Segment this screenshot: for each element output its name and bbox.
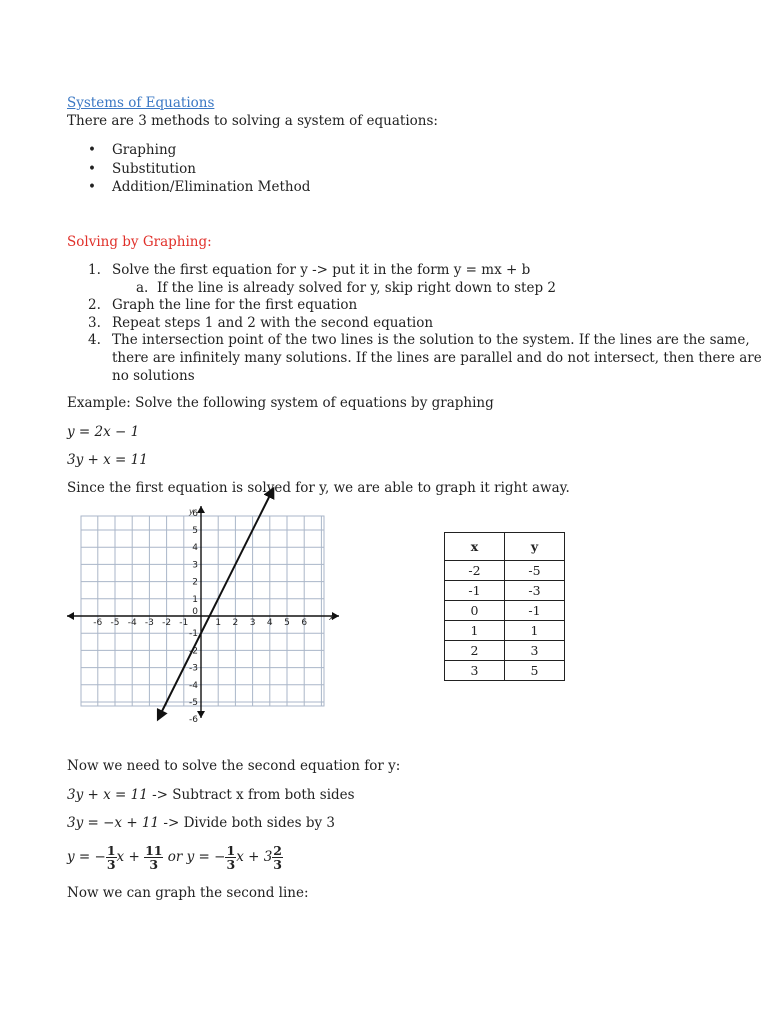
x-tick-label: 1 bbox=[215, 618, 222, 628]
x-tick-label: -6 bbox=[93, 618, 103, 628]
origin-label: 0 bbox=[192, 607, 198, 617]
x-tick-label: 5 bbox=[284, 618, 290, 628]
example-text: Example: Solve the following system of equations by graphing bbox=[67, 395, 494, 411]
table-row: -1 -3 bbox=[445, 581, 565, 601]
step-text: Repeat steps 1 and 2 with the second equation bbox=[112, 315, 434, 331]
y-tick-label: -4 bbox=[189, 680, 198, 691]
step-number: 3. bbox=[88, 315, 101, 331]
page-title[interactable]: Systems of Equations bbox=[67, 95, 215, 111]
table-header-y: y bbox=[505, 533, 565, 561]
grid-border bbox=[81, 516, 324, 706]
step-number: 4. bbox=[88, 332, 101, 348]
y-tick-label: 1 bbox=[192, 594, 198, 605]
list-item: • Graphing bbox=[88, 141, 310, 160]
y-axis-arrow-up bbox=[197, 506, 205, 513]
x-tick-label: 6 bbox=[301, 618, 308, 628]
solve-step-1-equation: 3y + x = 11 bbox=[67, 787, 148, 803]
step-number: 1. bbox=[88, 262, 101, 278]
table-row: 2 3 bbox=[445, 641, 565, 661]
section-title: Solving by Graphing: bbox=[67, 234, 212, 250]
xy-table bbox=[444, 532, 565, 681]
solve-step-1-note: -> Subtract x from both sides bbox=[147, 787, 355, 803]
coordinate-graph bbox=[64, 506, 344, 726]
step-text: The intersection point of the two lines is the solution to the system. If the lines are the same, bbox=[112, 332, 750, 348]
solve-step-1 bbox=[67, 787, 355, 803]
table-row: 0 -1 bbox=[445, 601, 565, 621]
step-text: no solutions bbox=[112, 368, 195, 384]
final-equation: y = − $\frac{1}{3}$ x + $\frac{11}{3}$ or y = − $\frac{1}{3}$ x + 3 $\frac{2}{3}$ bbox=[67, 843, 282, 872]
table-row: 3 5 bbox=[445, 661, 565, 681]
x-tick-label: 2 bbox=[232, 618, 239, 628]
y-tick-label: 5 bbox=[192, 526, 198, 536]
x-tick-label: -3 bbox=[144, 618, 154, 628]
fraction: $\frac{2}{3}$ bbox=[273, 843, 282, 872]
step-text: Graph the line for the first equation bbox=[112, 297, 358, 313]
table-row: 1 1 bbox=[445, 621, 565, 641]
step-text: If the line is already solved for y, skip right down to step 2 bbox=[157, 280, 556, 296]
solve-step-2-equation: 3y = −x + 11 bbox=[67, 815, 160, 831]
since-text: Since the first equation is solved for y, we are able to graph it right away. bbox=[67, 480, 570, 496]
y-tick-label: -1 bbox=[189, 629, 198, 640]
x-axis-arrow-left bbox=[67, 612, 74, 620]
equation-2: 3y + x = 11 bbox=[67, 452, 148, 468]
y-tick-label: -5 bbox=[189, 698, 198, 708]
fraction: $\frac{11}{3}$ bbox=[145, 843, 163, 872]
table-header-x: x bbox=[445, 533, 505, 561]
y-axis-arrow-down bbox=[197, 711, 205, 718]
fraction: $\frac{1}{3}$ bbox=[106, 843, 116, 872]
y-tick-label: 4 bbox=[192, 543, 198, 554]
x-tick-label: -1 bbox=[179, 618, 189, 628]
fraction: $\frac{1}{3}$ bbox=[226, 843, 236, 872]
y-tick-label: -3 bbox=[189, 663, 198, 674]
y-tick-label: -6 bbox=[189, 715, 198, 726]
y-tick-label: 6 bbox=[192, 508, 198, 519]
solve-intro: Now we need to solve the second equation for y: bbox=[67, 758, 401, 774]
closing-text: Now we can graph the second line: bbox=[67, 885, 309, 901]
x-tick-label: -5 bbox=[110, 618, 120, 628]
table-row: -2 -5 bbox=[445, 561, 565, 581]
x-tick-label: -2 bbox=[162, 618, 172, 628]
list-item: • Addition/Elimination Method bbox=[88, 178, 310, 197]
x-tick-label: -4 bbox=[127, 618, 137, 628]
y-tick-label: 2 bbox=[192, 577, 198, 588]
x-tick-label: 3 bbox=[249, 618, 256, 628]
solve-step-2 bbox=[67, 815, 335, 831]
step-number: a. bbox=[136, 280, 149, 296]
step-text: Solve the first equation for y -> put it in the form y = mx + b bbox=[112, 262, 531, 278]
y-axis-label: y bbox=[189, 507, 194, 516]
step-number: 2. bbox=[88, 297, 101, 313]
intro-text: There are 3 methods to solving a system of equations: bbox=[67, 113, 438, 129]
step-text: there are infinitely many solutions. If the lines are parallel and do not intersect, then there are bbox=[112, 350, 762, 366]
y-tick-label: 3 bbox=[192, 560, 198, 571]
equation-1: y = 2x − 1 bbox=[67, 424, 140, 440]
x-axis-label: x bbox=[329, 613, 334, 622]
methods-list bbox=[88, 141, 310, 197]
solve-step-2-note: -> Divide both sides by 3 bbox=[159, 815, 335, 831]
list-item: • Substitution bbox=[88, 160, 310, 179]
y-tick-label: -2 bbox=[189, 646, 198, 657]
x-tick-label: 4 bbox=[266, 618, 273, 628]
